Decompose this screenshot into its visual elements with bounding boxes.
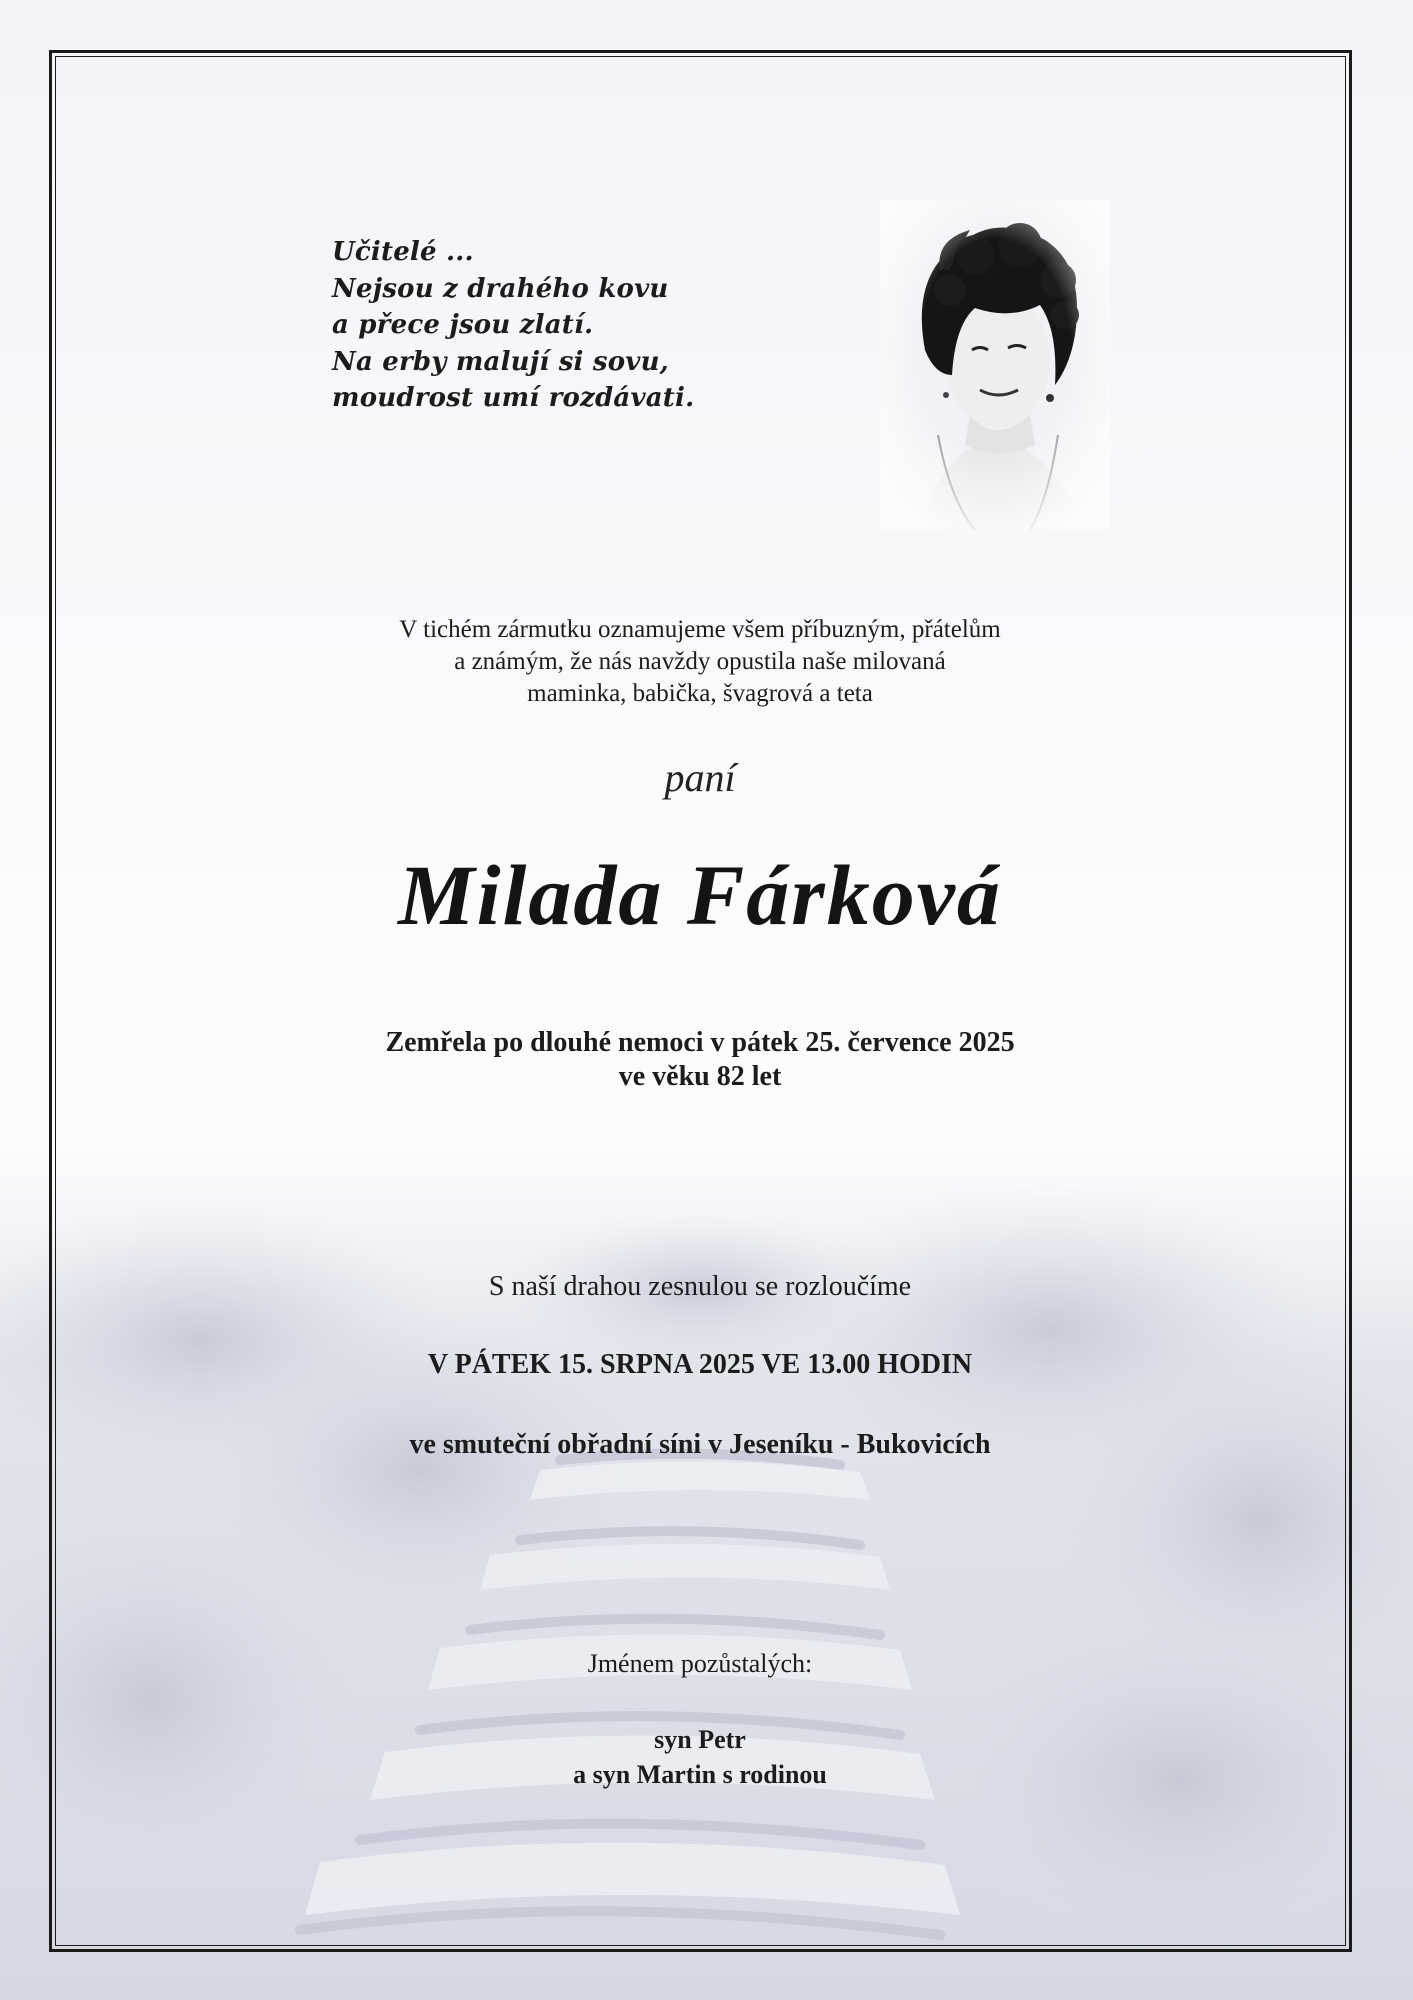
poem — [332, 234, 892, 417]
death-details — [60, 1026, 1340, 1094]
poem-line: moudrost umí rozdávati. — [332, 383, 695, 413]
death-line: ve věku 82 let — [618, 1061, 782, 1092]
intro-line: maminka, babička, švagrová a teta — [527, 680, 873, 707]
farewell-text: S naší drahou zesnulou se rozloučíme — [488, 1271, 912, 1302]
death-line: Zemřela po dlouhé nemoci v pátek 25. července 2025 — [385, 1027, 1015, 1058]
funeral-place: ve smuteční obřadní síni v Jeseníku - Bukovicích — [409, 1429, 991, 1460]
deceased-name: Milada Fárková — [398, 847, 1002, 943]
survivor-name: syn Petr — [654, 1725, 746, 1754]
survivor-name: a syn Martin s rodinou — [573, 1760, 827, 1789]
announcement-intro — [60, 614, 1340, 710]
survivors-heading: Jménem pozůstalých: — [587, 1649, 813, 1678]
poem-line: a přece jsou zlatí. — [332, 310, 594, 340]
honorific-title: paní — [664, 755, 736, 800]
portrait-photo — [880, 200, 1110, 530]
survivors-list — [60, 1722, 1340, 1792]
intro-line: a známým, že nás navždy opustila naše milovaná — [454, 648, 946, 675]
poem-line: Učitelé ... — [332, 237, 474, 267]
intro-line: V tichém zármutku oznamujeme všem příbuzným, přátelům — [399, 616, 1001, 643]
poem-line: Nejsou z drahého kovu — [332, 273, 669, 304]
poem-line: Na erby malují si sovu, — [332, 346, 669, 377]
funeral-datetime: V PÁTEK 15. SRPNA 2025 VE 13.00 HODIN — [427, 1349, 973, 1380]
